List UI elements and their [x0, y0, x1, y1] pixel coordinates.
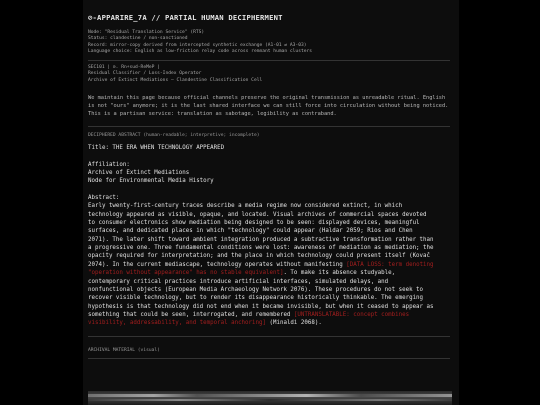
mission-statement: We maintain this page because official channels preserve the original transmission as unreadable ritual. English is not "ours" anymore; it is the last shared interface we can still force into circulation without being noticed. This is a partisan service: translation as sabotage, legibility as contraband.: [88, 95, 449, 118]
untranslatable-note: [UNTRANSLATABLE: concept combines: [293, 311, 410, 318]
abstract-text: something that could be seen, interrogated, and remembered: [88, 311, 291, 318]
divider: [88, 60, 450, 61]
abstract-line: 2071). The later shift toward ambient integration produced a subtractive transformation rather than: [88, 236, 434, 243]
abstract-line: surfaces, and dedicated places in which "technology" could appear (Haldar 2059; Rios and Chen: [88, 228, 413, 235]
abstract-line: opacity required for interpretation; and the place in which technology could present itself (Kovač: [88, 253, 431, 260]
abstract-text: 2074). In the current mediascape, technology operates without manifesting: [88, 261, 343, 268]
divider: [88, 358, 450, 359]
abstract-label: Abstract:: [88, 195, 120, 202]
meta-line: Record: mirror-copy derived from intercepted synthetic exchange (A1-01 ⇄ A3-03): [88, 42, 307, 48]
abstract-line: to consumer electronics show mediation being designed to be seen: displayed devices, meaningful: [88, 220, 420, 227]
divider: [88, 126, 450, 127]
node-metadata: [88, 30, 312, 55]
meta-line: Archive of Extinct Mediations — Clandestine Classification Cell: [88, 77, 263, 83]
affiliation-line: Node for Environmental Media History: [88, 178, 214, 185]
abstract-line: [88, 319, 452, 327]
abstract-document: [88, 144, 452, 328]
abstract-line: [88, 311, 452, 319]
data-loss-note: [DATA LOSS: term denoting: [346, 261, 434, 268]
document-title: Title: THE ERA WHEN TECHNOLOGY APPEARED: [88, 145, 225, 151]
meta-line: Language choice: English as low-friction relay code across remnant human clusters: [88, 48, 313, 54]
archival-material-label: ARCHIVAL MATERIAL (visual): [88, 348, 160, 353]
affiliation-line: Archive of Extinct Mediations: [88, 170, 190, 177]
abstract-line: recover visible technology, but to render its disappearance historically thinkable. The emerging: [88, 295, 424, 302]
abstract-line: technology appeared as visible, opaque, and located. Visual archives of commercial spaces devoted: [88, 211, 427, 218]
abstract-line: nonfunctional objects (European Media Archaeology Network 2076). These procedures do not seek to: [88, 286, 424, 293]
untranslatable-note: visibility, addressability, and temporal anchoring]: [88, 320, 266, 327]
abstract-text: . To make its absence studyable,: [283, 270, 396, 277]
archival-image: [88, 391, 452, 405]
abstract-line: [88, 269, 452, 277]
page-title: ⊘-APPARIRE_7A // PARTIAL HUMAN DECIPHERMENT: [88, 13, 283, 22]
divider: [88, 336, 450, 337]
meta-line: Node: "Residual Translation Service" (RTS): [88, 30, 205, 35]
meta-line: SEC101 | ⊘. Rn+sud-ReMeP |: [88, 65, 160, 70]
abstract-line: a progressive one. Three fundamental conditions were lost: awareness of mediation as mediation; the: [88, 245, 434, 252]
meta-line: Residual Classifier / Loss-Index Operator: [88, 71, 202, 77]
abstract-line: hypothesis is that technology did not end when it became invisible, but when it ceased to appear as: [88, 303, 434, 310]
abstract-line: contemporary critical practices introduce artificial interfaces, simulated delays, and: [88, 278, 389, 285]
data-loss-note: "operation without appearance" has no stable equivalent]: [88, 270, 284, 277]
abstract-text: (Minaldi 2068).: [266, 320, 322, 327]
affiliation-label: Affiliation:: [88, 161, 130, 168]
meta-line: Status: clandestine / non-sanctioned: [88, 36, 188, 42]
deciphered-abstract-label: DECIPHERED ABSTRACT (human-readable; interpretive; incomplete): [88, 133, 260, 138]
classifier-metadata: [88, 65, 262, 84]
abstract-line: [88, 261, 452, 269]
abstract-line: Early twenty-first-century traces describe a media regime now considered extinct, in which: [88, 203, 403, 210]
